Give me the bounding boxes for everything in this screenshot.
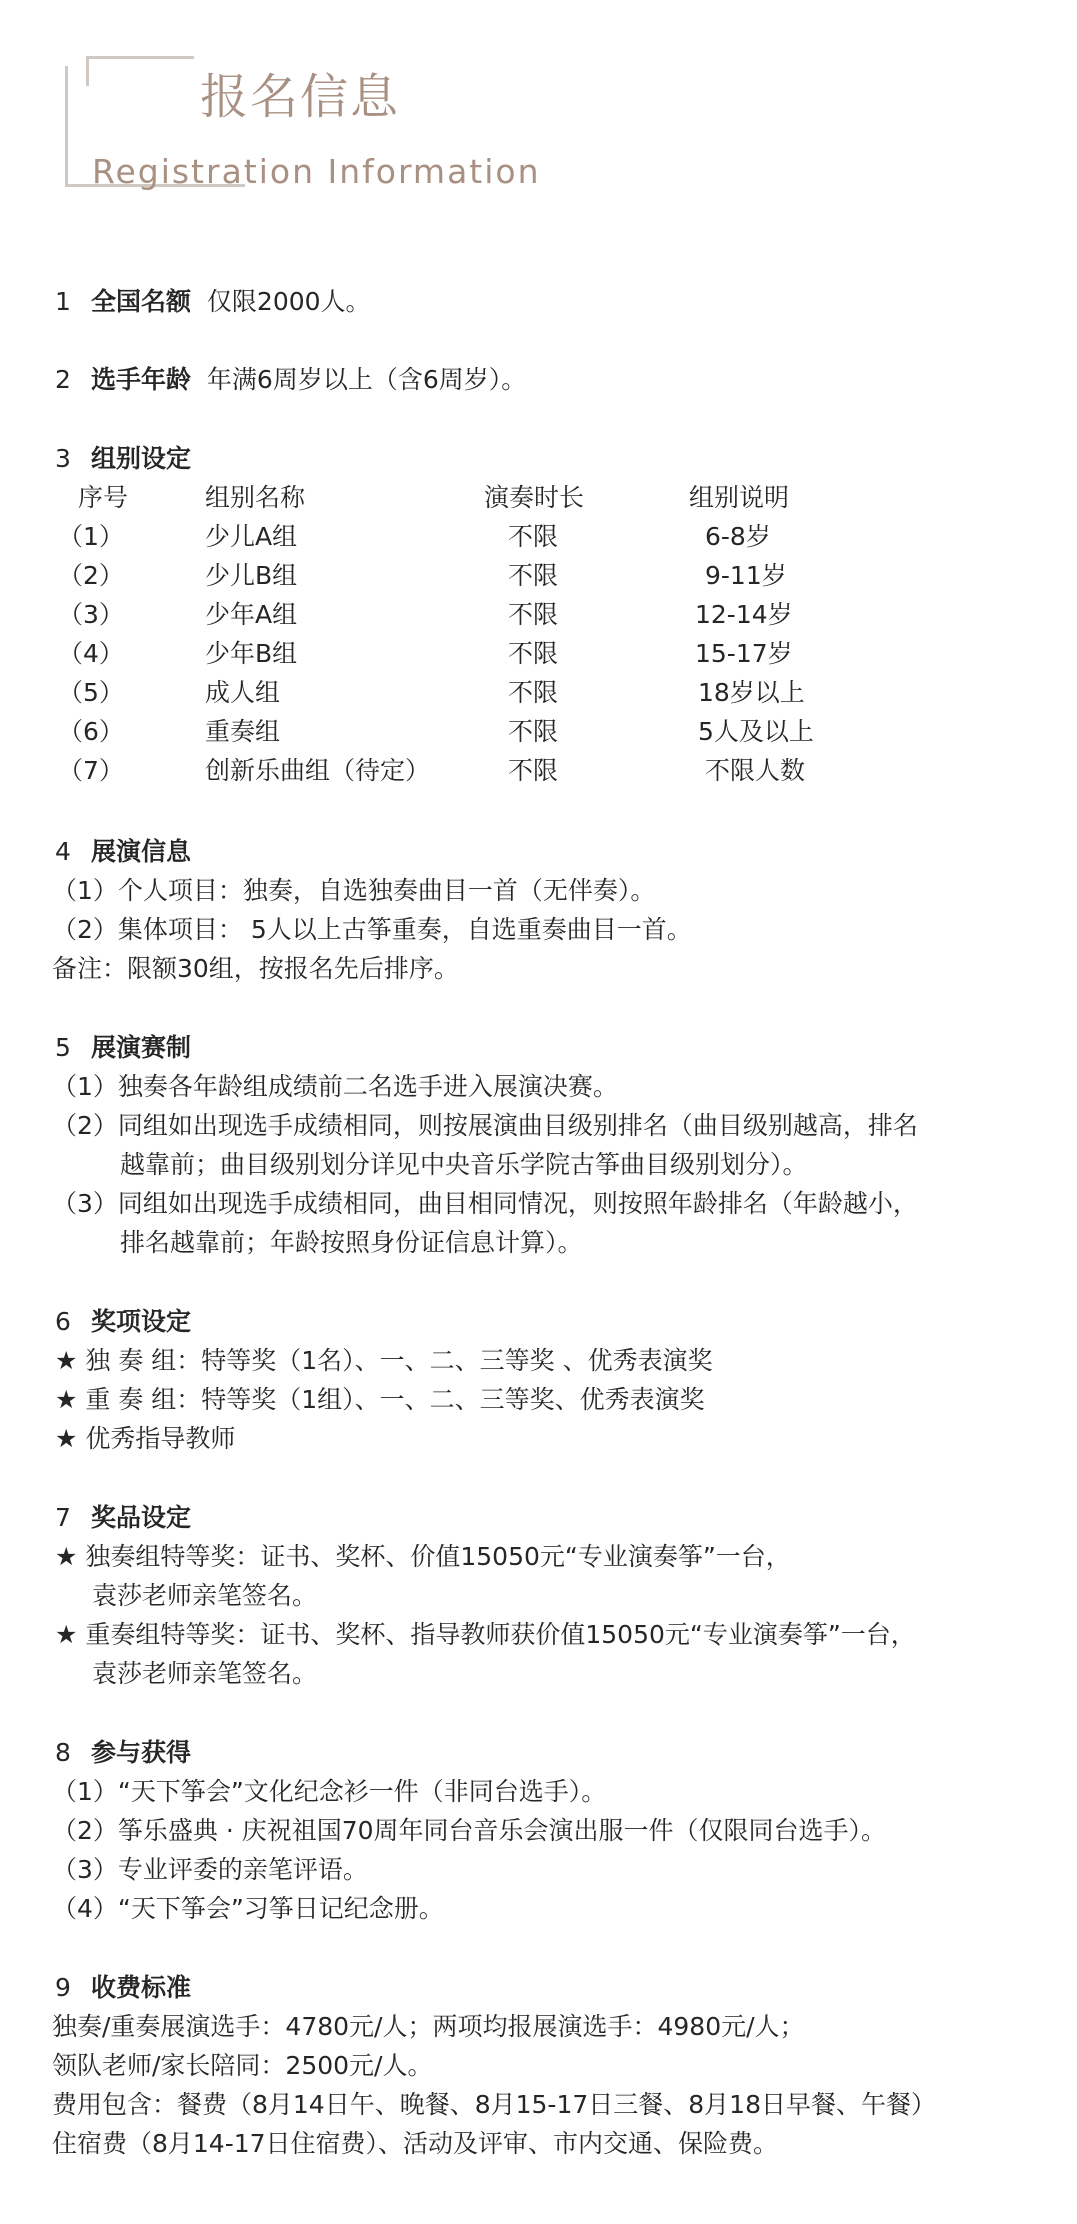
table-cell: 少年B组 xyxy=(205,639,298,668)
text-line: （1）独奏各年龄组成绩前二名选手进入展演决赛。 xyxy=(52,1072,618,1101)
section-awards-heading xyxy=(55,1306,191,1338)
table-cell: （7） xyxy=(58,756,124,785)
table-cell: 5人及以上 xyxy=(698,717,814,746)
text-line: （2）同组如出现选手成绩相同，则按展演曲目级别排名（曲目级别越高，排名 xyxy=(52,1111,918,1140)
text-line: 住宿费（8月14-17日住宿费）、活动及评审、市内交通、保险费。 xyxy=(52,2129,779,2158)
text-line: （4）“天下筝会”习筝日记纪念册。 xyxy=(52,1894,444,1923)
text-line: （3）专业评委的亲笔评语。 xyxy=(52,1855,368,1884)
table-header: 演奏时长 xyxy=(484,483,585,512)
section-quota xyxy=(55,286,371,318)
table-cell: 少年A组 xyxy=(205,600,298,629)
text-line: 排名越靠前；年龄按照身份证信息计算）。 xyxy=(120,1228,583,1257)
text-line: （2）筝乐盛典 · 庆祝祖国70周年同台音乐会演出服一件（仅限同台选手）。 xyxy=(52,1816,887,1845)
section-title: 展演信息 xyxy=(91,837,192,866)
section-number: 2 xyxy=(55,365,71,394)
section-groups-heading xyxy=(55,443,191,475)
text-line: 独奏/重奏展演选手：4780元/人；两项均报展演选手：4980元/人； xyxy=(52,2012,805,2041)
page-title: 报名信息 xyxy=(200,69,401,125)
text-line: ★ 优秀指导教师 xyxy=(55,1424,236,1453)
table-cell: 6-8岁 xyxy=(705,522,771,551)
table-cell: 创新乐曲组（待定） xyxy=(205,756,431,785)
table-cell: 不限 xyxy=(508,600,559,629)
table-header: 序号 xyxy=(78,483,129,512)
decor-frame-left xyxy=(65,66,68,186)
text-line: （1）个人项目：独奏，自选独奏曲目一首（无伴奏）。 xyxy=(52,876,656,905)
table-cell: （3） xyxy=(58,600,124,629)
section-title: 奖项设定 xyxy=(91,1307,192,1336)
table-cell: （5） xyxy=(58,678,124,707)
table-cell: 成人组 xyxy=(205,678,281,707)
table-cell: 重奏组 xyxy=(205,717,281,746)
table-cell: 不限 xyxy=(508,639,559,668)
section-rules-heading xyxy=(55,1032,191,1064)
text-line: ★ 独奏组特等奖：证书、奖杯、价值15050元“专业演奏筝”一台， xyxy=(55,1542,791,1571)
section-title: 奖品设定 xyxy=(91,1503,192,1532)
table-header: 组别名称 xyxy=(205,483,306,512)
section-title: 组别设定 xyxy=(91,444,192,473)
section-number: 3 xyxy=(55,444,71,473)
table-cell: 不限 xyxy=(508,717,559,746)
section-prizes-heading xyxy=(55,1502,191,1534)
text-line: 袁莎老师亲笔签名。 xyxy=(92,1659,318,1688)
table-cell: 不限 xyxy=(508,522,559,551)
table-cell: 不限 xyxy=(508,678,559,707)
section-benefits-heading xyxy=(55,1737,191,1769)
decor-frame-inner xyxy=(86,56,89,86)
text-line: ★ 重奏组特等奖：证书、奖杯、指导教师获价值15050元“专业演奏筝”一台， xyxy=(55,1620,916,1649)
table-cell: （2） xyxy=(58,561,124,590)
section-number: 4 xyxy=(55,837,71,866)
section-number: 6 xyxy=(55,1307,71,1336)
table-cell: （1） xyxy=(58,522,124,551)
section-title: 选手年龄 xyxy=(91,365,192,394)
section-title: 展演赛制 xyxy=(91,1033,192,1062)
table-cell: 12-14岁 xyxy=(695,600,793,629)
table-cell: （6） xyxy=(58,717,124,746)
section-number: 5 xyxy=(55,1033,71,1062)
text-line: 备注：限额30组，按报名先后排序。 xyxy=(52,954,459,983)
section-number: 8 xyxy=(55,1738,71,1767)
text-line: 费用包含：餐费（8月14日午、晚餐、8月15-17日三餐、8月18日早餐、午餐） xyxy=(52,2090,936,2119)
section-number: 1 xyxy=(55,287,71,316)
table-cell: 18岁以上 xyxy=(698,678,805,707)
text-line: 越靠前；曲目级别划分详见中央音乐学院古筝曲目级别划分）。 xyxy=(120,1150,808,1179)
section-header xyxy=(0,0,1077,200)
text-line: （3）同组如出现选手成绩相同，曲目相同情况，则按照年龄排名（年龄越小， xyxy=(52,1189,918,1218)
table-cell: 不限 xyxy=(508,561,559,590)
table-cell: 不限人数 xyxy=(705,756,806,785)
table-cell: 少儿B组 xyxy=(205,561,298,590)
table-header: 组别说明 xyxy=(689,483,790,512)
section-text: 仅限2000人。 xyxy=(206,287,371,316)
table-cell: 少儿A组 xyxy=(205,522,298,551)
text-line: 领队老师/家长陪同：2500元/人。 xyxy=(52,2051,433,2080)
section-fees-heading xyxy=(55,1972,191,2004)
section-title: 收费标准 xyxy=(91,1973,192,2002)
section-text: 年满6周岁以上（含6周岁）。 xyxy=(206,365,527,394)
table-cell: 15-17岁 xyxy=(695,639,793,668)
section-number: 7 xyxy=(55,1503,71,1532)
text-line: （2）集体项目： 5人以上古筝重奏，自选重奏曲目一首。 xyxy=(52,915,692,944)
text-line: ★ 重 奏 组：特等奖（1组）、一、二、三等奖、优秀表演奖 xyxy=(55,1385,705,1414)
table-cell: 不限 xyxy=(508,756,559,785)
text-line: ★ 独 奏 组：特等奖（1名）、一、二、三等奖 、优秀表演奖 xyxy=(55,1346,713,1375)
text-line: （1）“天下筝会”文化纪念衫一件（非同台选手）。 xyxy=(52,1777,607,1806)
text-line: 袁莎老师亲笔签名。 xyxy=(92,1581,318,1610)
table-cell: 9-11岁 xyxy=(705,561,787,590)
decor-frame-top xyxy=(86,56,194,59)
section-age xyxy=(55,364,526,396)
page-subtitle: Registration Information xyxy=(92,152,541,191)
section-performance-heading xyxy=(55,836,191,868)
section-title: 参与获得 xyxy=(91,1738,192,1767)
section-number: 9 xyxy=(55,1973,71,2002)
section-title: 全国名额 xyxy=(91,287,192,316)
table-cell: （4） xyxy=(58,639,124,668)
